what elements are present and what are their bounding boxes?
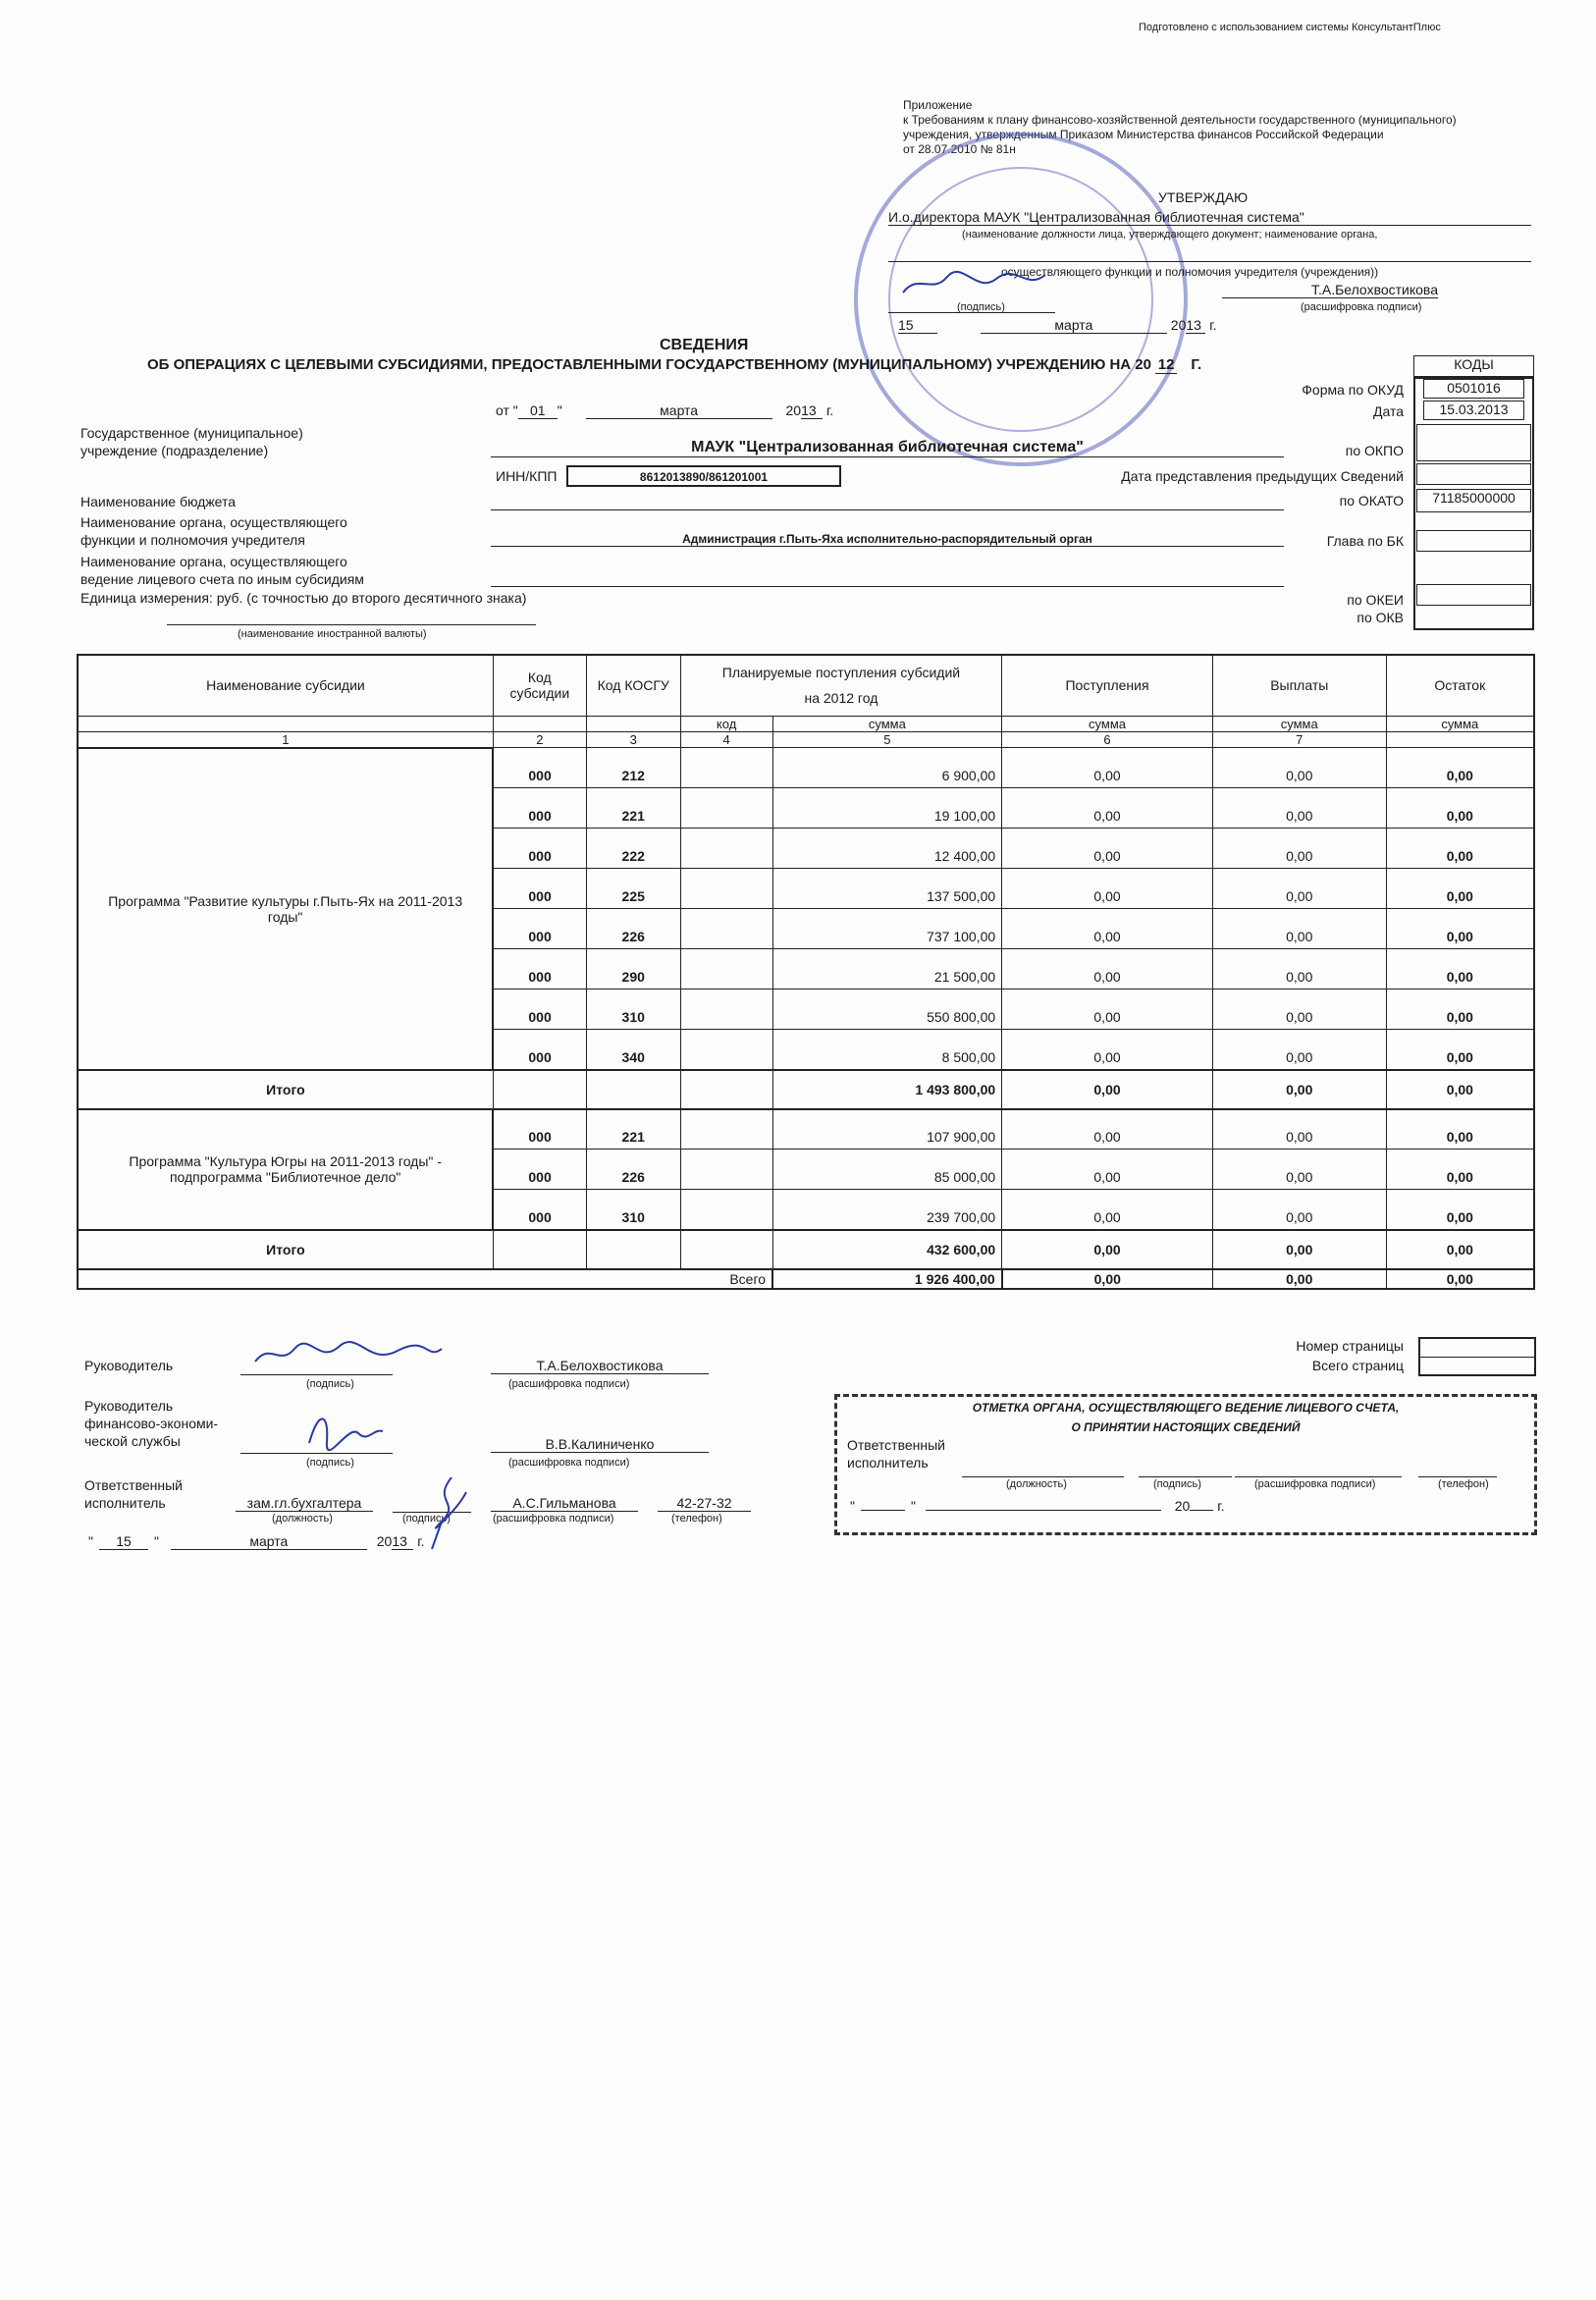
exec-position-hint: (должность): [272, 1513, 333, 1524]
cell-plan: 8 500,00: [772, 1030, 1002, 1070]
table-row: [78, 748, 1534, 788]
subheader-empty: [586, 716, 680, 731]
budget-label: Наименование бюджета: [80, 494, 237, 509]
header-plan-line1: Планируемые поступления субсидий: [721, 665, 961, 681]
program-name: Программа "Культура Югры на 2011-2013 годы" - подпрограмма "Библиотечное дело": [78, 1109, 493, 1230]
account-phone-line: [1418, 1459, 1497, 1477]
head-signature: [250, 1337, 447, 1376]
cell-plan: 737 100,00: [772, 909, 1002, 949]
fin-label: [84, 1397, 218, 1450]
approval-signer: Т.А.Белохвостикова: [1222, 282, 1438, 298]
approval-decode-hint: (расшифровка подписи): [1301, 301, 1422, 313]
cell-income: 0,00: [1002, 1030, 1213, 1070]
account-day-line: [861, 1496, 905, 1511]
appendix-line: от 28.07.2010 № 81н: [903, 142, 1016, 156]
cell-rest: 0,00: [1386, 788, 1534, 829]
cell-income: 0,00: [1002, 1190, 1213, 1230]
approval-sign-hint: (подпись): [957, 301, 1005, 313]
cell-plan: 550 800,00: [772, 990, 1002, 1030]
code-okpo: [1416, 424, 1531, 461]
code-okud: 0501016: [1423, 379, 1524, 399]
org-label-line: учреждение (подразделение): [80, 443, 269, 458]
total-rest: 0,00: [1386, 1070, 1534, 1109]
total-plan: 1 493 800,00: [772, 1070, 1002, 1109]
grand-total-row: [78, 1269, 1534, 1289]
cell-kosgu: 212: [586, 748, 680, 788]
cell-income: 0,00: [1002, 1150, 1213, 1190]
sign-date: [88, 1533, 425, 1550]
total-income: 0,00: [1002, 1230, 1213, 1269]
head-decode-hint: (расшифровка подписи): [508, 1378, 630, 1390]
cell-kosgu: 225: [586, 869, 680, 909]
doc-subtitle-suffix: Г.: [1191, 356, 1202, 373]
cell-code: 000: [493, 748, 586, 788]
program-name: Программа "Развитие культуры г.Пыть-Ях на 2011-2013 годы": [78, 748, 493, 1070]
cell-rest: 0,00: [1386, 990, 1534, 1030]
report-day: 01: [518, 402, 558, 419]
cell-pay: 0,00: [1212, 1030, 1386, 1070]
report-year-prefix: 20: [785, 402, 802, 418]
org-name: МАУК "Централизованная библиотечная система": [491, 439, 1284, 457]
cell-code: 000: [493, 829, 586, 869]
cell-plan: 107 900,00: [772, 1109, 1002, 1150]
account-year-suffix: г.: [1217, 1498, 1225, 1514]
table-subheader-row: [78, 716, 1534, 731]
approval-functions-hint: осуществляющего функции и полномочия учредителя (учреждения)): [1001, 265, 1379, 279]
header-rest: Остаток: [1386, 655, 1534, 716]
code-date: 15.03.2013: [1423, 401, 1524, 420]
cell-rest: 0,00: [1386, 1190, 1534, 1230]
inn-label: ИНН/КПП: [496, 468, 558, 484]
cell-kod: [680, 909, 772, 949]
cell-code: 000: [493, 1030, 586, 1070]
col-number: 2: [493, 731, 586, 748]
report-date-prefix: от ": [496, 402, 518, 418]
cell-plan: 239 700,00: [772, 1190, 1002, 1230]
subheader-sum: сумма: [1212, 716, 1386, 731]
cell-code: 000: [493, 990, 586, 1030]
cell-rest: 0,00: [1386, 869, 1534, 909]
grand-label: Всего: [78, 1269, 772, 1289]
founder-name: Администрация г.Пыть-Яха исполнительно-распорядительный орган: [491, 532, 1284, 547]
subheader-sum: сумма: [1386, 716, 1534, 731]
cell-plan: 21 500,00: [772, 949, 1002, 990]
consultant-note: Подготовлено с использованием системы КонсультантПлюс: [1139, 22, 1441, 33]
cell-pay: 0,00: [1212, 748, 1386, 788]
account-decode-hint: (расшифровка подписи): [1254, 1478, 1376, 1490]
approval-date: [898, 317, 1217, 334]
cell-rest: 0,00: [1386, 1150, 1534, 1190]
okv-label: по ОКВ: [1357, 610, 1404, 625]
exec-decode-hint: (расшифровка подписи): [493, 1513, 614, 1524]
account-org-label: [80, 553, 364, 588]
header-plan-line2: на 2012 год: [804, 690, 878, 707]
cell-kosgu: 226: [586, 1150, 680, 1190]
cell-kosgu: 221: [586, 1109, 680, 1150]
approval-month: марта: [981, 317, 1167, 334]
program2-rows: [78, 1109, 1534, 1230]
report-month: марта: [586, 402, 772, 419]
page-boxes: [1418, 1337, 1536, 1376]
grand-income: 0,00: [1002, 1269, 1213, 1289]
currency-line: [167, 609, 536, 625]
fin-name: В.В.Калиниченко: [491, 1436, 709, 1453]
bk-label: Глава по БК: [1326, 533, 1404, 549]
cell-kosgu: 310: [586, 1190, 680, 1230]
cell-kosgu: 310: [586, 990, 680, 1030]
cell-kosgu: 226: [586, 909, 680, 949]
account-month-line: [926, 1496, 1161, 1511]
cell-pay: 0,00: [1212, 990, 1386, 1030]
cell-code: 000: [493, 1109, 586, 1150]
okato-label: по ОКАТО: [1339, 493, 1404, 508]
founder-label-line: Наименование органа, осуществляющего: [80, 514, 347, 530]
program1-rows: [78, 748, 1534, 1070]
account-org-line: [491, 570, 1284, 587]
cell-kosgu: 290: [586, 949, 680, 990]
account-resp-line: исполнитель: [847, 1455, 929, 1471]
cell-kod: [680, 1109, 772, 1150]
header-code: Код субсидии: [493, 655, 586, 716]
exec-label: [84, 1476, 183, 1512]
subheader-sum: сумма: [1002, 716, 1213, 731]
exec-name: А.С.Гильманова: [491, 1495, 638, 1512]
appendix-line: к Требованиям к плану финансово-хозяйственной деятельности государственного (муниципального): [903, 113, 1457, 127]
cell-income: 0,00: [1002, 748, 1213, 788]
account-date-quote: ": [910, 1498, 916, 1514]
total-row: [78, 1230, 1534, 1269]
sign-month: марта: [171, 1533, 367, 1550]
founder-label: [80, 513, 347, 549]
account-date: [850, 1496, 1225, 1514]
fin-label-line: Руководитель: [84, 1398, 174, 1414]
doc-title: СВЕДЕНИЯ: [660, 337, 749, 353]
prev-label: Дата представления предыдущих Сведений: [1121, 468, 1404, 484]
cell-code: 000: [493, 1190, 586, 1230]
approval-year: 13: [1186, 317, 1205, 334]
col-number: 5: [772, 731, 1002, 748]
cell-kosgu: 340: [586, 1030, 680, 1070]
header-kosgu: Код КОСГУ: [586, 655, 680, 716]
grand-pay: 0,00: [1212, 1269, 1386, 1289]
total-label: Итого: [78, 1070, 493, 1109]
subheader-empty: [78, 716, 493, 731]
sign-year-prefix: 20: [376, 1533, 393, 1549]
exec-phone-hint: (телефон): [671, 1513, 722, 1524]
appendix-line: Приложение: [903, 98, 973, 112]
codes-header: КОДЫ: [1413, 355, 1534, 377]
account-date-quote: ": [850, 1498, 855, 1514]
grand-plan: 1 926 400,00: [772, 1269, 1002, 1289]
header-pay: Выплаты: [1212, 655, 1386, 716]
cell-rest: 0,00: [1386, 1030, 1534, 1070]
okei-label: по ОКЕИ: [1347, 592, 1404, 608]
cell-rest: 0,00: [1386, 748, 1534, 788]
account-mark-title2: О ПРИНЯТИИ НАСТОЯЩИХ СВЕДЕНИЙ: [1071, 1420, 1301, 1434]
sign-date-quote: ": [88, 1533, 93, 1549]
total-label: Итого: [78, 1230, 493, 1269]
cell-kod: [680, 748, 772, 788]
head-name: Т.А.Белохвостикова: [491, 1358, 709, 1374]
col-number: 7: [1212, 731, 1386, 748]
account-sign-line: [1139, 1459, 1232, 1477]
head-sign-hint: (подпись): [306, 1378, 354, 1390]
cell-rest: 0,00: [1386, 829, 1534, 869]
approval-day: 15: [898, 317, 937, 334]
cell-pay: 0,00: [1212, 1190, 1386, 1230]
account-resp-line: Ответственный: [847, 1437, 945, 1453]
cell-kod: [680, 788, 772, 829]
page-number-label: Номер страницы: [1296, 1338, 1404, 1354]
col-number: 4: [680, 731, 772, 748]
cell-kod: [680, 829, 772, 869]
doc-subtitle: [147, 356, 1201, 374]
cell-income: 0,00: [1002, 788, 1213, 829]
cell-rest: 0,00: [1386, 949, 1534, 990]
report-year: 13: [801, 402, 823, 419]
header-plan: [680, 655, 1001, 716]
code-prev: [1416, 463, 1531, 485]
fin-label-line: финансово-экономи-: [84, 1416, 219, 1431]
approval-title: УТВЕРЖДАЮ: [1158, 189, 1249, 205]
cell-code: 000: [493, 949, 586, 990]
fin-label-line: ческой службы: [84, 1433, 181, 1449]
cell-kod: [680, 869, 772, 909]
cell-plan: 85 000,00: [772, 1150, 1002, 1190]
report-date-quote: ": [557, 402, 562, 418]
date-label: Дата: [1372, 403, 1404, 419]
account-decode-line: [1235, 1459, 1402, 1477]
col-number: 6: [1002, 731, 1213, 748]
account-position-hint: (должность): [1006, 1478, 1067, 1490]
page-total-label: Всего страниц: [1311, 1358, 1404, 1373]
code-okato: 71185000000: [1416, 489, 1531, 512]
approval-position-hint: (наименование должности лица, утверждающего документ; наименование органа,: [962, 229, 1378, 241]
account-year-line: [1190, 1496, 1213, 1511]
org-label: [80, 424, 303, 459]
cell-code: 000: [493, 869, 586, 909]
sign-day: 15: [99, 1533, 148, 1550]
report-date-suffix: г.: [825, 402, 834, 418]
doc-subtitle-text: ОБ ОПЕРАЦИЯХ С ЦЕЛЕВЫМИ СУБСИДИЯМИ, ПРЕДОСТАВЛЕННЫМИ ГОСУДАРСТВЕННОМУ (МУНИЦИПАЛЬНОМУ) УЧРЕЖДЕНИЮ НА 20: [147, 356, 1151, 373]
header-income: Поступления: [1002, 655, 1213, 716]
head-label: Руководитель: [84, 1358, 174, 1373]
budget-line: [491, 494, 1284, 510]
cell-kod: [680, 949, 772, 990]
table-row: [78, 1109, 1534, 1150]
currency-hint: (наименование иностранной валюты): [238, 628, 427, 640]
cell-income: 0,00: [1002, 869, 1213, 909]
cell-pay: 0,00: [1212, 829, 1386, 869]
cell-rest: 0,00: [1386, 1109, 1534, 1150]
cell-plan: 12 400,00: [772, 829, 1002, 869]
cell-kod: [680, 1190, 772, 1230]
cell-income: 0,00: [1002, 1109, 1213, 1150]
approval-year-prefix: 20: [1170, 317, 1187, 333]
cell-code: 000: [493, 788, 586, 829]
subheader-empty: [493, 716, 586, 731]
total-pay: 0,00: [1212, 1230, 1386, 1269]
approval-position: И.о.директора МАУК "Централизованная библиотечная система": [888, 209, 1531, 226]
subsidy-table: [77, 654, 1535, 1290]
exec-position: зам.гл.бухгалтера: [236, 1495, 373, 1512]
cell-plan: 19 100,00: [772, 788, 1002, 829]
table-number-row: [78, 731, 1534, 748]
subheader-sum: сумма: [772, 716, 1002, 731]
cell-pay: 0,00: [1212, 1150, 1386, 1190]
appendix-line: учреждения, утвержденным Приказом Министерства финансов Российской Федерации: [903, 128, 1384, 141]
cell-income: 0,00: [1002, 829, 1213, 869]
account-resp-label: [847, 1436, 945, 1471]
account-org-label-line: ведение лицевого счета по иным субсидиям: [80, 571, 364, 587]
cell-pay: 0,00: [1212, 1109, 1386, 1150]
total-plan: 432 600,00: [772, 1230, 1002, 1269]
sign-date-quote: ": [153, 1533, 159, 1549]
okud-label: Форма по ОКУД: [1302, 382, 1404, 398]
col-number: 1: [78, 731, 493, 748]
cell-pay: 0,00: [1212, 788, 1386, 829]
page-number-box: [1420, 1339, 1534, 1358]
cell-code: 000: [493, 1150, 586, 1190]
subheader-kod: код: [680, 716, 772, 731]
grand-rest: 0,00: [1386, 1269, 1534, 1289]
cell-income: 0,00: [1002, 990, 1213, 1030]
doc-subtitle-year: 12: [1155, 356, 1177, 374]
approval-year-suffix: г.: [1209, 317, 1217, 333]
cell-income: 0,00: [1002, 909, 1213, 949]
code-okei: [1416, 584, 1531, 606]
fin-sign-hint: (подпись): [306, 1457, 354, 1469]
exec-phone: 42-27-32: [658, 1495, 751, 1512]
account-year-prefix: 20: [1174, 1498, 1191, 1514]
cell-kod: [680, 990, 772, 1030]
cell-code: 000: [493, 909, 586, 949]
report-date: [496, 402, 833, 419]
cell-plan: 6 900,00: [772, 748, 1002, 788]
org-label-line: Государственное (муниципальное): [80, 425, 303, 441]
cell-kod: [680, 1030, 772, 1070]
cell-income: 0,00: [1002, 949, 1213, 990]
cell-pay: 0,00: [1212, 909, 1386, 949]
okpo-label: по ОКПО: [1345, 443, 1404, 458]
approval-signature: [898, 265, 1055, 304]
fin-signature: [299, 1404, 388, 1453]
table-header-row: [78, 655, 1534, 716]
sign-date-suffix: г.: [417, 1533, 425, 1549]
col-number: 3: [586, 731, 680, 748]
total-rest: 0,00: [1386, 1230, 1534, 1269]
account-org-label-line: Наименование органа, осуществляющего: [80, 554, 347, 569]
total-income: 0,00: [1002, 1070, 1213, 1109]
cell-rest: 0,00: [1386, 909, 1534, 949]
code-bk: [1416, 530, 1531, 552]
cell-plan: 137 500,00: [772, 869, 1002, 909]
exec-signature: [422, 1472, 481, 1551]
account-position-line: [962, 1459, 1124, 1477]
founder-label-line: функции и полномочия учредителя: [80, 532, 305, 548]
cell-pay: 0,00: [1212, 949, 1386, 990]
total-pay: 0,00: [1212, 1070, 1386, 1109]
col-number: [1386, 731, 1534, 748]
cell-kosgu: 222: [586, 829, 680, 869]
exec-label-line: Ответственный: [84, 1477, 183, 1493]
exec-label-line: исполнитель: [84, 1495, 166, 1511]
cell-pay: 0,00: [1212, 869, 1386, 909]
sign-year: 13: [392, 1533, 413, 1550]
exec-sign-hint: (подпись): [402, 1513, 451, 1524]
account-mark-title1: ОТМЕТКА ОРГАНА, ОСУЩЕСТВЛЯЮЩЕГО ВЕДЕНИЕ ЛИЦЕВОГО СЧЕТА,: [972, 1401, 1400, 1415]
account-sign-hint: (подпись): [1153, 1478, 1201, 1490]
cell-kod: [680, 1150, 772, 1190]
unit-label: Единица измерения: руб. (с точностью до второго десятичного знака): [80, 590, 527, 606]
account-phone-hint: (телефон): [1438, 1478, 1489, 1490]
approval-blank-line: [888, 245, 1531, 262]
cell-kosgu: 221: [586, 788, 680, 829]
header-name: Наименование субсидии: [78, 655, 493, 716]
inn-value: 8612013890/861201001: [566, 465, 841, 487]
total-row: [78, 1070, 1534, 1109]
fin-decode-hint: (расшифровка подписи): [508, 1457, 630, 1469]
